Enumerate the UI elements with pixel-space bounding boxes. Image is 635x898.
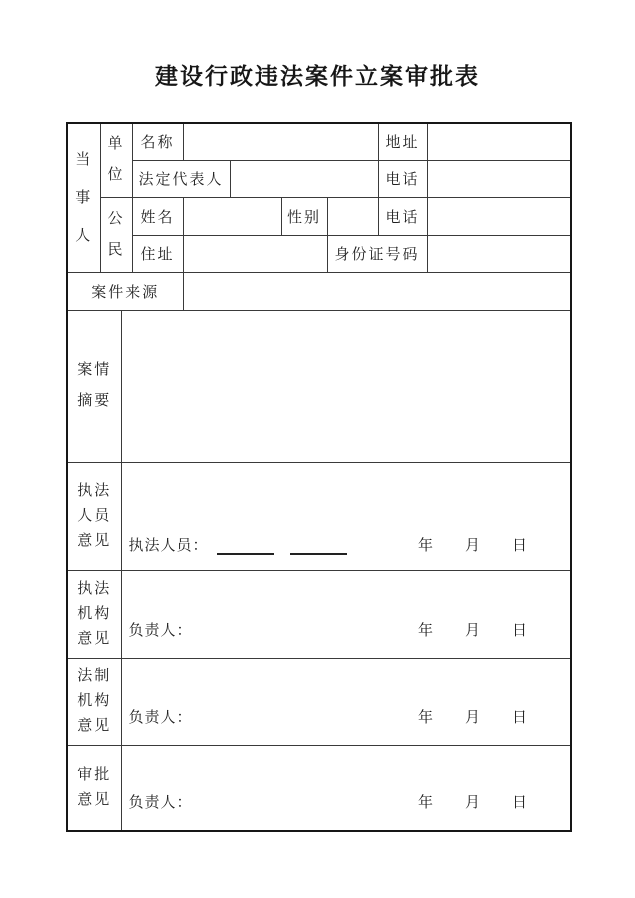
unit-address-value-cell <box>427 123 571 160</box>
enforcement-org-opinion-label-cell <box>67 570 121 658</box>
date-year-label: 年 <box>417 537 434 554</box>
approval-signature-line <box>129 791 571 812</box>
date-month-label: 月 <box>464 795 481 811</box>
approval-opinion-label-cell <box>67 745 121 831</box>
date-year-label: 年 <box>417 709 434 726</box>
citizen-label <box>101 204 132 266</box>
citizen-phone-label: 电话 <box>378 197 427 235</box>
unit-name-value-cell <box>183 123 378 160</box>
legal-org-opinion-label <box>68 664 121 739</box>
approval-opinion-label-line: 意见 <box>77 791 112 808</box>
date-labels <box>418 791 528 812</box>
residence-label: 住址 <box>132 235 183 272</box>
unit-phone-label: 电话 <box>378 160 427 197</box>
enforcer-opinion-label-cell <box>67 462 121 570</box>
party-header-cell <box>67 123 100 272</box>
approval-opinion-label <box>68 763 121 813</box>
enforcement-org-signer-label: 负责人： <box>128 622 193 639</box>
legal-org-opinion-label-line: 机构 <box>77 693 112 709</box>
approval-signer-label: 负责人： <box>128 795 193 811</box>
unit-label-line: 位 <box>107 167 125 184</box>
legal-rep-value-cell <box>230 160 378 197</box>
enforcer-opinion-content-cell <box>121 462 571 570</box>
enforcer-opinion-label-line: 意见 <box>77 532 112 549</box>
date-labels <box>418 619 528 640</box>
party-label <box>68 141 100 255</box>
unit-label-line: 单 <box>107 136 125 153</box>
citizen-phone-value-cell <box>427 197 571 235</box>
date-day-label: 日 <box>512 709 529 726</box>
party-label-line: 事 <box>75 189 93 206</box>
date-year-label: 年 <box>417 622 434 639</box>
case-summary-label-line: 案情 <box>77 362 112 378</box>
enforcement-org-opinion-label <box>68 577 121 652</box>
form-title: 建设行政违法案件立案审批表 <box>155 64 480 89</box>
case-filing-form-table <box>66 122 572 832</box>
gender-label: 性别 <box>281 197 327 235</box>
case-source-value-cell <box>183 272 571 310</box>
date-day-label: 日 <box>512 537 529 554</box>
unit-name-label: 名称 <box>132 123 183 160</box>
date-day-label: 日 <box>512 795 529 811</box>
enforcement-org-opinion-label-line: 执法 <box>77 580 112 597</box>
citizen-header-cell <box>100 197 132 272</box>
case-summary-label-line: 摘要 <box>77 393 112 409</box>
legal-org-opinion-label-cell <box>67 658 121 745</box>
citizen-name-value-cell <box>183 197 281 235</box>
unit-label <box>101 129 132 191</box>
residence-value-cell <box>183 235 327 272</box>
party-label-line: 当 <box>75 151 93 168</box>
enforcement-org-opinion-content-cell <box>121 570 571 658</box>
enforcer-signature-line <box>129 534 571 555</box>
date-labels <box>418 706 528 727</box>
citizen-name-label: 姓名 <box>132 197 183 235</box>
signature-blank-line <box>290 538 347 555</box>
signature-blank-line <box>217 538 274 555</box>
party-label-line: 人 <box>75 227 93 244</box>
date-month-label: 月 <box>464 537 481 554</box>
enforcement-org-signature-line <box>129 619 571 640</box>
approval-opinion-content-cell <box>121 745 571 831</box>
citizen-label-line: 民 <box>107 241 125 258</box>
case-source-label: 案件来源 <box>67 272 183 310</box>
legal-org-opinion-label-line: 法制 <box>77 668 112 684</box>
date-labels <box>418 534 528 555</box>
date-month-label: 月 <box>464 709 481 726</box>
unit-phone-value-cell <box>427 160 571 197</box>
approval-opinion-label-line: 审批 <box>77 766 112 783</box>
legal-org-signature-line <box>129 706 571 727</box>
enforcer-opinion-label <box>68 479 121 554</box>
enforcement-org-opinion-label-line: 机构 <box>77 605 112 622</box>
enforcer-signer-label: 执法人员： <box>128 537 209 554</box>
case-summary-label <box>68 355 121 417</box>
unit-address-label: 地址 <box>378 123 427 160</box>
enforcer-opinion-label-line: 执法 <box>77 482 112 499</box>
legal-org-opinion-content-cell <box>121 658 571 745</box>
gender-value-cell <box>327 197 378 235</box>
enforcer-opinion-label-line: 人员 <box>77 507 112 524</box>
date-month-label: 月 <box>464 622 481 639</box>
legal-rep-label: 法定代表人 <box>132 160 230 197</box>
unit-header-cell <box>100 123 132 197</box>
date-year-label: 年 <box>417 795 434 811</box>
enforcement-org-opinion-label-line: 意见 <box>77 630 112 647</box>
id-number-label: 身份证号码 <box>327 235 427 272</box>
legal-org-opinion-label-line: 意见 <box>77 718 112 734</box>
id-number-value-cell <box>427 235 571 272</box>
case-summary-value-cell <box>121 310 571 462</box>
legal-org-signer-label: 负责人： <box>128 709 193 726</box>
citizen-label-line: 公 <box>107 210 125 227</box>
case-summary-label-cell <box>67 310 121 462</box>
date-day-label: 日 <box>512 622 529 639</box>
